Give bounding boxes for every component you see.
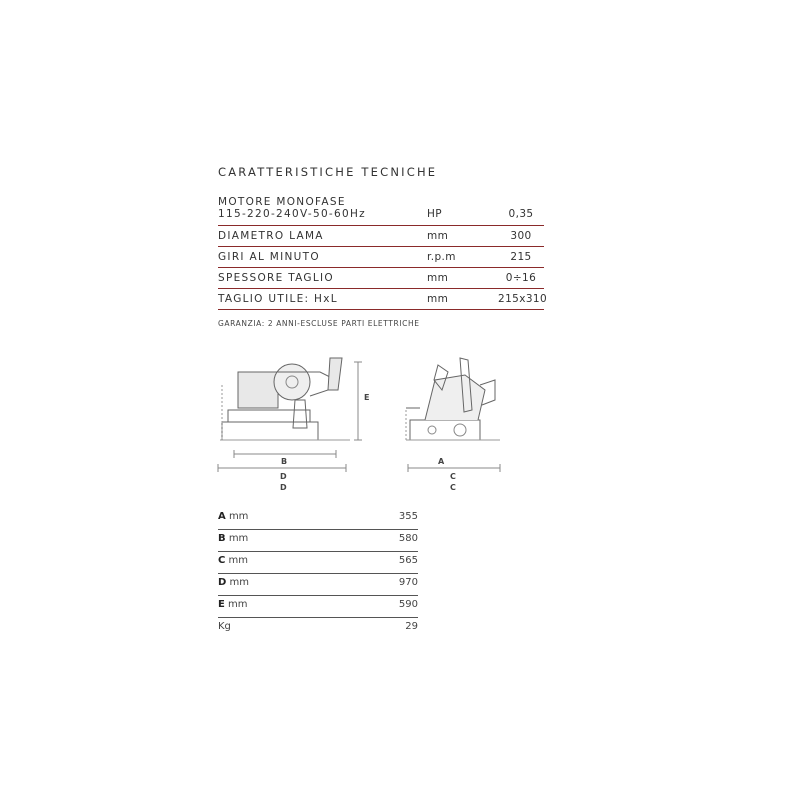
dim-letter: B [218,533,226,544]
spec-row-blade-diameter [218,226,544,247]
spec-value: 300 [510,230,532,242]
side-view [406,358,500,440]
label-a: A [438,457,445,466]
dimensions-table [218,508,418,639]
spec-label: TAGLIO UTILE: HxL [218,293,338,305]
dim-unit: mm [228,533,249,544]
spec-unit: mm [427,272,449,284]
spec-label: GIRI AL MINUTO [218,251,320,263]
label-d: D [280,483,287,492]
label-c: C [450,472,456,481]
spec-unit: HP [427,208,443,220]
spec-value: 215x310 [498,293,548,305]
spec-value: 0÷16 [505,272,537,284]
dim-value: 970 [398,577,418,588]
dim-row-b [218,530,418,552]
dim-letter: D [218,577,227,588]
dim-unit: mm [228,511,249,522]
dim-unit: Kg [218,621,231,632]
dim-value: 355 [398,511,418,522]
dim-row-e [218,596,418,618]
dim-letter: C [218,555,226,566]
spec-value: 0,35 [508,208,534,220]
spec-unit: mm [427,293,449,305]
spec-row-useful-cut [218,289,548,310]
dim-letter: E [218,599,225,610]
dim-unit: mm [229,577,249,588]
dim-row-c [218,552,418,574]
side-dimension-lines [408,464,500,472]
spec-value: 215 [510,251,532,263]
tech-specs-table [218,192,548,310]
spec-label: SPESSORE TAGLIO [218,272,334,284]
slicer-technical-drawing [210,350,520,500]
dim-row-d [218,574,418,596]
front-view [220,358,350,440]
label-b: B [281,457,288,466]
dim-unit: mm [228,599,248,610]
page-title: CARATTERISTICHE TECNICHE [218,165,438,179]
spec-label: DIAMETRO LAMA [218,230,324,242]
label-c: C [450,483,456,492]
spec-unit: r.p.m [427,251,456,263]
dim-row-a [218,508,418,530]
dim-row-weight [218,618,418,639]
dim-unit: mm [228,555,249,566]
label-e: E [364,393,370,402]
dim-value: 29 [405,621,418,632]
dim-value: 580 [398,533,418,544]
label-d: D [280,472,287,481]
dim-value: 565 [398,555,418,566]
dim-letter: A [218,511,226,522]
spec-row-motor [218,192,544,226]
spec-label: MOTORE MONOFASE 115-220-240V-50-60Hz [218,196,366,220]
dim-value: 590 [398,599,418,610]
spec-unit: mm [427,230,449,242]
warranty-note: GARANZIA: 2 ANNI-ESCLUSE PARTI ELETTRICHE [218,319,420,328]
spec-row-rpm [218,247,544,268]
spec-row-cut-thickness [218,268,544,289]
